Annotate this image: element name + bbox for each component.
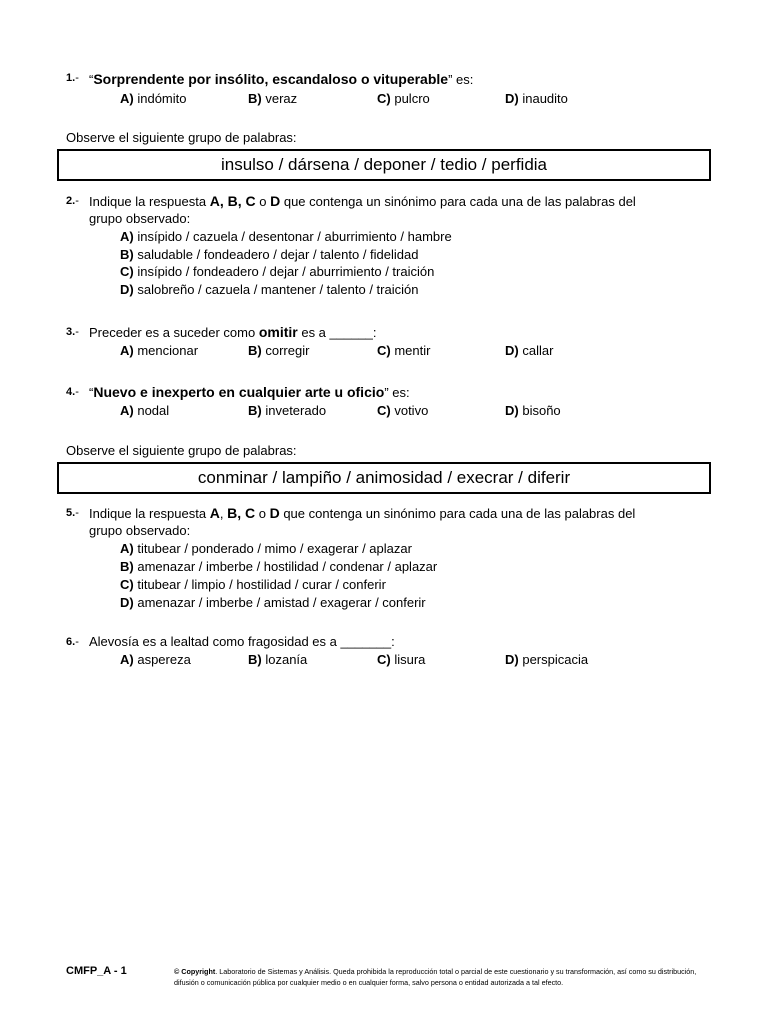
- question-number: 1.: [66, 72, 76, 84]
- option-d: D) amenazar / imberbe / amistad / exagerar / conferir: [120, 595, 426, 610]
- option-c: C) titubear / limpio / hostilidad / curar / conferir: [120, 577, 386, 592]
- question-4-text: “Nuevo e inexperto en cualquier arte u oficio” es:: [89, 384, 410, 400]
- option-c: C) lisura: [377, 652, 426, 667]
- question-1-text: “Sorprendente por insólito, escandaloso o vituperable” es:: [89, 71, 474, 87]
- question-number: 6.: [66, 636, 76, 648]
- question-2-line-1: Indique la respuesta A, B, C o D que contenga un sinónimo para cada una de las palabras del: [89, 193, 636, 209]
- option-a: A) mencionar: [120, 343, 199, 358]
- option-a: A) aspereza: [120, 652, 191, 667]
- question-3-text: Preceder es a suceder como omitir es a ______:: [89, 324, 377, 340]
- option-a: A) titubear / ponderado / mimo / exagerar / aplazar: [120, 541, 412, 556]
- question-number: 4.: [66, 386, 76, 398]
- option-b: B) corregir: [248, 343, 310, 358]
- question-1-phrase: Sorprendente por insólito, escandaloso o vituperable: [93, 71, 449, 87]
- word-group-box-2: conminar / lampiño / animosidad / execrar / diferir: [57, 462, 711, 494]
- intro-text-1: Observe el siguiente grupo de palabras:: [66, 130, 297, 145]
- option-d: D) salobreño / cazuela / mantener / talento / traición: [120, 282, 419, 297]
- option-b: B) inveterado: [248, 403, 327, 418]
- option-c: C) pulcro: [377, 91, 430, 106]
- question-2-line-2: grupo observado:: [89, 211, 191, 226]
- option-d: D) bisoño: [505, 403, 561, 418]
- word-group-box-1: insulso / dársena / deponer / tedio / perfidia: [57, 149, 711, 181]
- option-a: A) nodal: [120, 403, 170, 418]
- option-c: C) votivo: [377, 403, 429, 418]
- question-4-phrase: Nuevo e inexperto en cualquier arte u oficio: [93, 384, 385, 400]
- question-6-text: Alevosía es a lealtad como fragosidad es a _______:: [89, 634, 395, 649]
- option-c: C) insípido / fondeadero / dejar / aburrimiento / traición: [120, 264, 435, 279]
- option-b: B) saludable / fondeadero / dejar / talento / fidelidad: [120, 247, 419, 262]
- question-5-line-1: Indique la respuesta A, B, C o D que contenga un sinónimo para cada una de las palabras del: [89, 505, 636, 521]
- question-number: 5.: [66, 507, 76, 519]
- question-number: 3.: [66, 326, 76, 338]
- option-a: A) insípido / cazuela / desentonar / aburrimiento / hambre: [120, 229, 452, 244]
- question-5-line-2: grupo observado:: [89, 523, 191, 538]
- intro-text-2: Observe el siguiente grupo de palabras:: [66, 443, 297, 458]
- option-b: B) lozanía: [248, 652, 308, 667]
- footer-page-code: CMFP_A - 1: [66, 965, 127, 977]
- option-d: D) inaudito: [505, 91, 568, 106]
- option-c: C) mentir: [377, 343, 431, 358]
- question-number: 2.: [66, 195, 76, 207]
- option-d: D) callar: [505, 343, 554, 358]
- footer-copyright: © Copyright. Laboratorio de Sistemas y Análisis. Queda prohibida la reproducción total o parcial de este cuestionario y su transformación, así como su distribución, difusión o comunicación pública por cualquier medio o en cualquier forma, salvo persona o entidad autorizada a tal efecto.: [174, 967, 697, 987]
- option-a: A) indómito: [120, 91, 187, 106]
- option-b: B) amenazar / imberbe / hostilidad / condenar / aplazar: [120, 559, 438, 574]
- exam-page: 1.- “Sorprendente por insólito, escandaloso o vituperable” es: A) indómito B) veraz C) pulcro D) inaudito Observe el siguiente grupo de palabras: insulso / dársena / deponer / tedio / perfidia 2.- Indique la respuesta A, B, C o D que contenga un sinónimo para cada una de las palabras del grupo observado: A) insípido / cazuela / desentonar / aburrimiento / hambre B) saludable / fondeadero / dejar / talento / fidelidad C) insípido / fondeadero / dejar / aburrimiento / traición D) salobreño / cazuela / mantener / talento / traición 3.- Preceder es a suceder como omitir es a ______: A) mencionar B) corregir C) mentir D) callar 4.- “Nuevo e inexperto en cualquier arte u oficio” es: A) nodal B) inveterado C) votivo D) bisoño Observe el siguiente grupo de palabras: conminar / lampiño / animosidad / execrar / diferir 5.- Indique la respuesta A, B, C o D que contenga un sinónimo para cada una de las palabras del grupo observado: A) titubear / ponderado / mimo / exagerar / aplazar B) amenazar / imberbe / hostilidad / condenar / aplazar C) titubear / limpio / hostilidad / curar / conferir D) amenazar / imberbe / amistad / exagerar / conferir 6.- Alevosía es a lealtad como fragosidad es a _______: A) aspereza B) lozanía C) lisura D) perspicacia CMFP_A - 1 © Copyright. Laboratorio de Sistemas y Análisis. Queda prohibida la reproducción total o parcial de este cuestionario y su transformación, así como su distribución, difusión o comunicación pública por cualquier medio o en cualquier forma, salvo persona o entidad autorizada a tal efecto.: [0, 0, 768, 1024]
- option-b: B) veraz: [248, 91, 298, 106]
- option-d: D) perspicacia: [505, 652, 589, 667]
